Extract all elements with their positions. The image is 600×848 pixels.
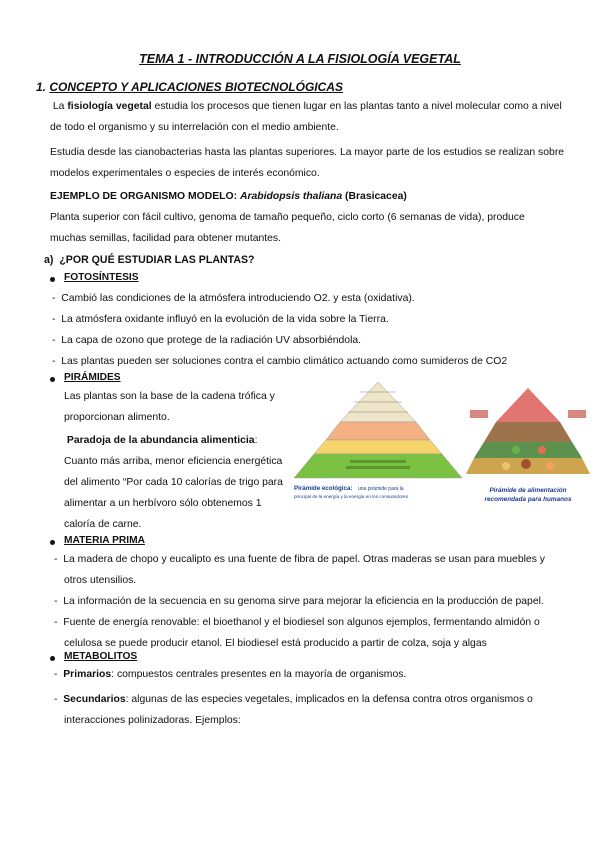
list-item: - Las plantas pueden ser soluciones contra el cambio climático actuando como sumideros de CO2 — [52, 356, 508, 367]
list-item: - Secundarios: algunas de las especies vegetales, implicados en la defensa contra otros organismos o — [54, 694, 533, 705]
model-organism-block — [50, 186, 580, 249]
food-pyramid-level-2 — [484, 422, 572, 442]
text-line: alimentar a un herbívoro sólo obtenemos 1 — [64, 498, 262, 509]
list-item: - Cambió las condiciones de la atmósfera introduciendo O2. y esta (oxidativa). — [52, 293, 415, 304]
food-pyramid-level-3 — [474, 442, 582, 458]
metabolitos-list — [54, 664, 590, 731]
model-organism-heading: EJEMPLO DE ORGANISMO MODELO: Arabidopsis thaliana (Brasicacea) — [50, 191, 407, 202]
text-line: Las plantas son la base de la cadena trófica y — [64, 391, 275, 402]
list-item: - La información de la secuencia en su genoma sirve para mejorar la eficiencia en la producción de papel. — [54, 596, 544, 607]
species-name: Arabidopsis thaliana — [239, 191, 343, 202]
piramides-text — [64, 386, 284, 428]
figure-caption-line: principal de la energía y la energía en los consumidores — [294, 494, 408, 499]
text-line: proporcionan alimento. — [64, 412, 170, 423]
paradox-title: Paradoja de la abundancia alimenticia: — [66, 435, 258, 446]
text-line: caloría de carne. — [64, 519, 142, 530]
term-fisiologia-vegetal: fisiología vegetal — [67, 101, 152, 112]
intro-line: de todo el organismo y su interrelación con el medio ambiente. — [50, 122, 339, 133]
materia-prima-list — [54, 549, 590, 654]
food-pyramid-figure — [466, 384, 590, 508]
intro-paragraph-1 — [50, 96, 570, 138]
bullet-icon — [50, 540, 55, 545]
intro-line: La fisiología vegetal estudia los procesos que tienen lugar en las plantas tanto a nivel molecular como a nivel — [52, 101, 562, 112]
model-line: muchas semillas, facilidad para obtener mutantes. — [50, 233, 282, 244]
list-item-continuation: celulosa se puede producir etanol. El biodiesel está producido a partir de colza, soja y algas — [64, 638, 487, 649]
figure-caption-line: recomendada para humanos — [484, 496, 572, 503]
bullet-icon — [50, 656, 55, 661]
figure-caption-text: una pirámide para la — [358, 486, 404, 492]
fotosintesis-heading: FOTOSÍNTESIS — [64, 272, 139, 283]
intro-line: modelos experimentales o especies de interés económico. — [50, 168, 320, 179]
list-item: - La capa de ozono que protege de la radiación UV absorbiéndola. — [52, 335, 362, 346]
figure-caption-line: Pirámide de alimentación — [489, 487, 567, 494]
section-a-heading: a) ¿POR QUÉ ESTUDIAR LAS PLANTAS? — [44, 254, 255, 266]
list-item: - La atmósfera oxidante influyó en la evolución de la vida sobre la Tierra. — [52, 314, 389, 325]
page-title: TEMA 1 - INTRODUCCIÓN A LA FISIOLOGÍA VEGETAL — [139, 52, 461, 66]
metabolitos-heading: METABOLITOS — [64, 651, 138, 662]
materia-prima-heading: MATERIA PRIMA — [64, 535, 145, 546]
paradox-block — [64, 430, 286, 535]
text-line: Cuanto más arriba, menor eficiencia energética — [64, 456, 283, 467]
intro-paragraph-2 — [50, 142, 580, 184]
ecological-pyramid-figure — [290, 378, 466, 502]
bullet-icon — [50, 377, 55, 382]
list-item: - La madera de chopo y eucalipto es una fuente de fibra de papel. Otras maderas se usan para muebles y — [54, 554, 545, 565]
list-item: - Primarios: compuestos centrales presentes en la mayoría de organismos. — [54, 669, 407, 680]
section-title: CONCEPTO Y APLICACIONES BIOTECNOLÓGICAS — [49, 80, 343, 94]
intro-line: Estudia desde las cianobacterias hasta las plantas superiores. La mayor parte de los estudios se realizan sobre — [50, 147, 565, 158]
food-pyramid-top — [496, 388, 560, 422]
list-item-continuation: otros utensilios. — [64, 575, 137, 586]
pyramid-level-2 — [326, 422, 430, 440]
pyramid-level-3 — [314, 440, 442, 454]
section-number: 1. — [36, 80, 47, 94]
list-item: - Fuente de energía renovable: el bioethanol y el biodiesel son algunos ejemplos, fermentando almidón o — [54, 617, 540, 628]
bullet-icon — [50, 277, 55, 282]
text-line: del alimento “Por cada 10 calorías de trigo para — [64, 477, 283, 488]
section-1-heading — [36, 80, 343, 94]
model-line: Planta superior con fácil cultivo, genoma de tamaño pequeño, ciclo corto (6 semanas de vida), produce — [50, 212, 525, 223]
piramides-heading: PIRÁMIDES — [64, 372, 121, 383]
fotosintesis-list — [52, 288, 592, 372]
list-item-continuation: interacciones polinizadoras. Ejemplos: — [64, 715, 241, 726]
figure-caption-title: Pirámide ecológica: — [294, 485, 353, 492]
